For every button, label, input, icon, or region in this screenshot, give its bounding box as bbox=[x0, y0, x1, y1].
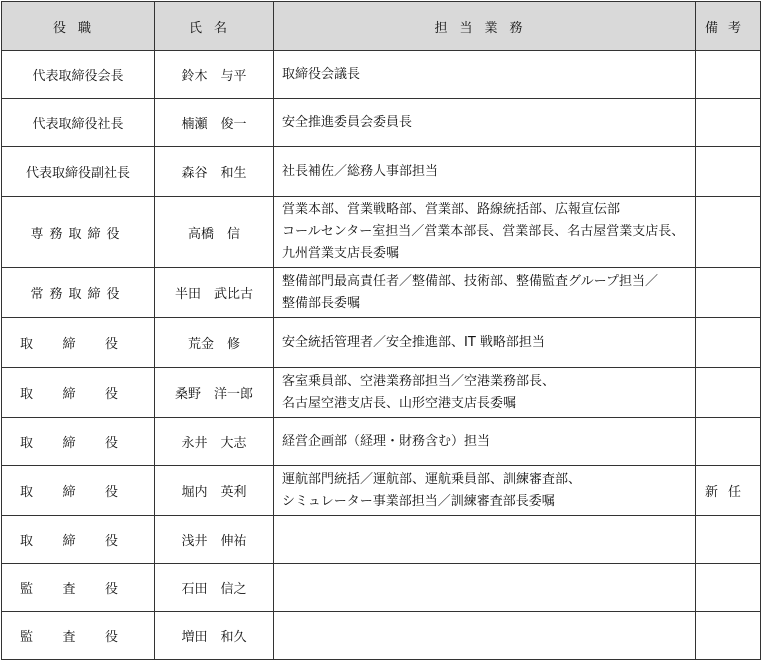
duty-line: 経営企画部（経理・財務含む）担当 bbox=[282, 433, 491, 449]
duty-line: 九州営業支店長委嘱 bbox=[282, 246, 400, 261]
officer-title bbox=[2, 466, 155, 516]
table-row bbox=[2, 612, 761, 660]
officer-notes bbox=[696, 147, 761, 197]
officer-notes: 新任 bbox=[696, 466, 761, 516]
officer-title bbox=[2, 564, 155, 612]
officer-name: 楠瀬 俊一 bbox=[155, 99, 274, 147]
table-row bbox=[2, 564, 761, 612]
table-row bbox=[2, 516, 761, 564]
officer-title-text: 代表取締役副社長 bbox=[25, 166, 130, 181]
officer-name: 永井 大志 bbox=[155, 418, 274, 466]
officer-duties bbox=[274, 368, 696, 418]
officer-title bbox=[2, 418, 155, 466]
duty-line: 安全統括管理者／安全推進部、IT 戦略部担当 bbox=[282, 334, 545, 350]
header-notes: 備考 bbox=[696, 2, 761, 51]
officers-table bbox=[1, 1, 761, 660]
officer-name: 増田 和久 bbox=[155, 612, 274, 660]
officer-duties bbox=[274, 466, 696, 516]
officer-title-text: 監 査 役 bbox=[20, 582, 118, 597]
officer-duties bbox=[274, 564, 696, 612]
officer-name: 堀内 英利 bbox=[155, 466, 274, 516]
officer-title-text: 取 締 役 bbox=[20, 436, 118, 451]
officer-notes bbox=[696, 99, 761, 147]
officer-name: 森谷 和生 bbox=[155, 147, 274, 197]
officer-title-text: 常務取締役 bbox=[30, 287, 126, 302]
officer-title-text: 監 査 役 bbox=[20, 630, 118, 645]
officer-title bbox=[2, 612, 155, 660]
table-row bbox=[2, 197, 761, 268]
officer-title bbox=[2, 147, 155, 197]
duty-line: コールセンター室担当／営業本部長、営業部長、名古屋営業支店長、 bbox=[282, 224, 685, 239]
officer-title-text: 取 締 役 bbox=[20, 387, 118, 402]
officer-title bbox=[2, 368, 155, 418]
officer-name: 鈴木 与平 bbox=[155, 51, 274, 99]
officer-name: 荒金 修 bbox=[155, 318, 274, 368]
officer-notes bbox=[696, 516, 761, 564]
officer-name: 高橋 信 bbox=[155, 197, 274, 268]
officer-title-text: 取 締 役 bbox=[20, 337, 118, 352]
officer-notes bbox=[696, 51, 761, 99]
officer-notes bbox=[696, 197, 761, 268]
officer-title bbox=[2, 51, 155, 99]
officer-notes bbox=[696, 318, 761, 368]
duty-line: 取締役会議長 bbox=[282, 66, 361, 82]
officer-title-text: 代表取締役会長 bbox=[32, 69, 124, 84]
officer-title bbox=[2, 318, 155, 368]
officer-name: 桑野 洋一郎 bbox=[155, 368, 274, 418]
officer-title bbox=[2, 268, 155, 318]
duty-line: 整備部長委嘱 bbox=[282, 295, 361, 311]
table-row bbox=[2, 51, 761, 99]
duty-line: 運航部門統括／運航部、運航乗員部、訓練審査部、 bbox=[282, 471, 582, 487]
header-name: 氏名 bbox=[155, 2, 274, 51]
officer-duties bbox=[274, 318, 696, 368]
duty-line: シミュレーター事業部担当／訓練審査部長委嘱 bbox=[282, 493, 555, 509]
officer-title bbox=[2, 197, 155, 268]
officer-title bbox=[2, 516, 155, 564]
officer-name: 浅井 伸祐 bbox=[155, 516, 274, 564]
officer-duties bbox=[274, 516, 696, 564]
header-title: 役職 bbox=[2, 2, 155, 51]
officer-title-text: 取 締 役 bbox=[20, 534, 118, 549]
table-row bbox=[2, 418, 761, 466]
table-row bbox=[2, 99, 761, 147]
officer-notes bbox=[696, 612, 761, 660]
officer-duties bbox=[274, 147, 696, 197]
table-row bbox=[2, 318, 761, 368]
duty-line: 安全推進委員会委員長 bbox=[282, 114, 413, 130]
officer-notes bbox=[696, 418, 761, 466]
header-duties: 担当業務 bbox=[274, 2, 696, 51]
officer-duties bbox=[274, 268, 696, 318]
officer-duties bbox=[274, 99, 696, 147]
officer-name: 石田 信之 bbox=[155, 564, 274, 612]
officer-duties bbox=[274, 51, 696, 99]
duty-line: 名古屋空港支店長、山形空港支店長委嘱 bbox=[282, 395, 517, 411]
officer-notes bbox=[696, 268, 761, 318]
officer-duties bbox=[274, 612, 696, 660]
duty-line: 客室乗員部、空港業務部担当／空港業務部長、 bbox=[282, 373, 556, 389]
table-row bbox=[2, 147, 761, 197]
officer-title-text: 代表取締役社長 bbox=[32, 117, 124, 132]
officer-title-text: 取 締 役 bbox=[20, 485, 118, 500]
officer-notes bbox=[696, 368, 761, 418]
officer-duties bbox=[274, 197, 696, 268]
officer-title bbox=[2, 99, 155, 147]
duty-line: 整備部門最高責任者／整備部、技術部、整備監査グループ担当／ bbox=[282, 273, 658, 289]
officer-duties bbox=[274, 418, 696, 466]
table-row bbox=[2, 268, 761, 318]
officer-title-text: 専務取締役 bbox=[30, 226, 126, 242]
duty-line: 営業本部、営業戦略部、営業部、路線統括部、広報宣伝部 bbox=[282, 202, 621, 217]
duty-line: 社長補佐／総務人事部担当 bbox=[282, 163, 439, 179]
officer-name: 半田 武比古 bbox=[155, 268, 274, 318]
table-row bbox=[2, 368, 761, 418]
table-row bbox=[2, 466, 761, 516]
officer-notes bbox=[696, 564, 761, 612]
header-row bbox=[2, 2, 761, 51]
